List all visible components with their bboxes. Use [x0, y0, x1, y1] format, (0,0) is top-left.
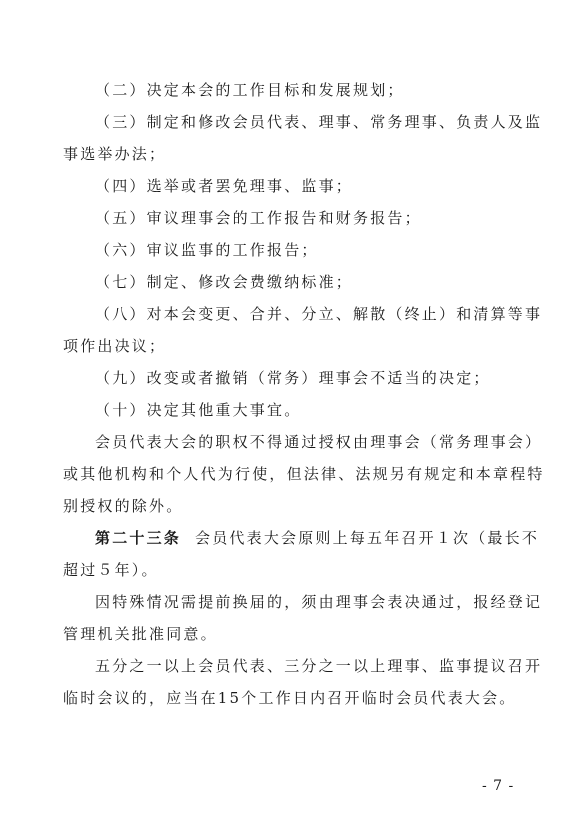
paragraph-powers-line-1: 会员代表大会的职权不得通过授权由理事会（常务理事会） — [95, 433, 543, 451]
item-9: （九）改变或者撤销（常务）理事会不适当的决定； — [95, 369, 491, 387]
paragraph-interim-line-1: 五分之一以上会员代表、三分之一以上理事、监事提议召开 — [95, 657, 543, 675]
item-3-line-2: 事选举办法； — [63, 145, 167, 163]
item-3-line-1: （三）制定和修改会员代表、理事、常务理事、负责人及监 — [95, 113, 543, 131]
page-number: - 7 - — [482, 778, 515, 794]
item-8-line-2: 项作出决议； — [63, 337, 167, 355]
article-23-line-1 — [95, 528, 575, 548]
item-6: （六）审议监事的工作报告； — [95, 241, 319, 259]
item-7: （七）制定、修改会费缴纳标准； — [95, 273, 354, 291]
paragraph-early-line-2: 管理机关批准同意。 — [63, 625, 218, 643]
item-2: （二）决定本会的工作目标和发展规划； — [95, 81, 405, 99]
article-23-text: 会员代表大会原则上每五年召开１次（最长不 — [195, 529, 540, 547]
paragraph-interim-line-2: 临时会议的，应当在15个工作日内召开临时会员代表大会。 — [63, 689, 517, 707]
item-8-line-1: （八）对本会变更、合并、分立、解散（终止）和清算等事 — [95, 305, 543, 323]
item-5: （五）审议理事会的工作报告和财务报告； — [95, 209, 422, 227]
paragraph-powers-line-3: 别授权的除外。 — [63, 497, 184, 515]
article-23-line-2: 超过５年）。 — [63, 561, 159, 579]
item-10: （十）决定其他重大事宜。 — [95, 401, 302, 419]
paragraph-powers-line-2: 或其他机构和个人代为行使，但法律、法规另有规定和本章程特 — [63, 465, 545, 483]
item-4: （四）选举或者罢免理事、监事； — [95, 177, 354, 195]
article-heading: 第二十三条 — [95, 529, 182, 547]
paragraph-early-line-1: 因特殊情况需提前换届的，须由理事会表决通过，报经登记 — [95, 593, 543, 611]
